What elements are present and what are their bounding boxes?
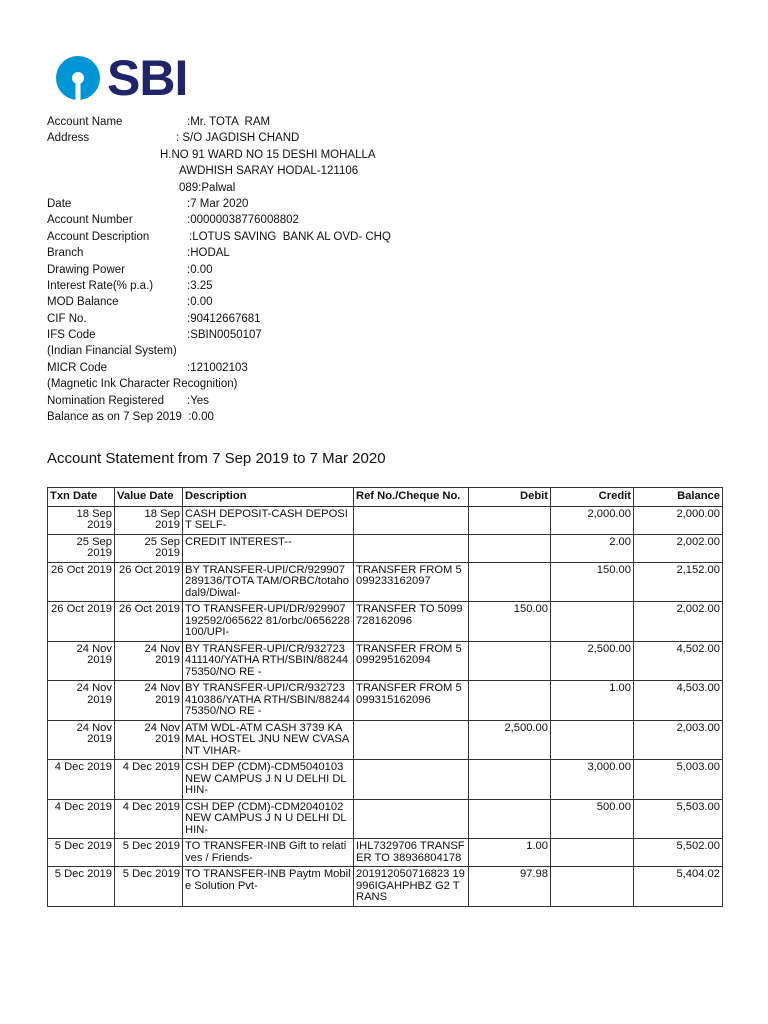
debit-cell: 1.00 [469,839,551,867]
opening-balance-line: Balance as on 7 Sep 2019 :0.00 [47,411,214,424]
balance-cell: 4,503.00 [634,681,723,721]
description-cell: CREDIT INTEREST-- [183,534,354,562]
statement-title: Account Statement from 7 Sep 2019 to 7 Mar 2020 [47,450,386,467]
ref-cell: TRANSFER FROM 5099233162097 [354,562,469,602]
table-row [48,839,723,867]
ifs-note: (Indian Financial System) [47,345,177,358]
table-row [48,506,723,534]
sbi-keyhole-icon [55,55,101,101]
credit-cell: 150.00 [551,562,634,602]
txn-date-cell: 26 Oct 2019 [48,602,115,642]
header-credit: Credit [551,488,634,507]
table-row [48,562,723,602]
ifs-code-label: IFS Code [47,329,96,342]
debit-cell [469,562,551,602]
date-value: :7 Mar 2020 [187,197,249,210]
debit-cell [469,760,551,800]
address-line-2: H.NO 91 WARD NO 15 DESHI MOHALLA [160,148,376,161]
sbi-logo [55,50,188,106]
interest-rate-label: Interest Rate(% p.a.) [47,279,154,292]
balance-cell: 5,503.00 [634,799,723,839]
header-balance: Balance [634,488,723,507]
txn-date-cell: 24 Nov 2019 [48,720,115,760]
balance-cell: 2,152.00 [634,562,723,602]
table-row [48,681,723,721]
value-date-cell: 5 Dec 2019 [115,839,183,867]
interest-rate-value: :3.25 [187,279,213,292]
txn-date-cell: 24 Nov 2019 [48,681,115,721]
balance-cell: 4,502.00 [634,641,723,681]
description-cell: TO TRANSFER-UPI/DR/929907192592/065622 81/orbc/0656228100/UPI- [183,602,354,642]
value-date-cell: 24 Nov 2019 [115,641,183,681]
drawing-power-value: :0.00 [187,263,213,276]
ref-cell [354,534,469,562]
table-row [48,760,723,800]
debit-cell: 97.98 [469,867,551,907]
balance-cell: 5,404.02 [634,867,723,907]
cif-value: :90412667681 [187,312,261,325]
account-description-value: :LOTUS SAVING BANK AL OVD- CHQ [189,230,391,243]
debit-cell: 150.00 [469,602,551,642]
credit-cell [551,720,634,760]
txn-date-cell: 26 Oct 2019 [48,562,115,602]
value-date-cell: 18 Sep 2019 [115,506,183,534]
ref-cell: TRANSFER FROM 5099315162096 [354,681,469,721]
balance-cell: 2,002.00 [634,602,723,642]
date-label: Date [47,197,72,210]
ref-cell [354,799,469,839]
credit-cell [551,839,634,867]
account-number-label: Account Number [47,214,133,227]
transactions-body [48,506,723,906]
credit-cell: 1.00 [551,681,634,721]
balance-cell: 2,002.00 [634,534,723,562]
ref-cell [354,720,469,760]
table-row [48,867,723,907]
description-cell: BY TRANSFER-UPI/CR/932723410386/YATHA RTH/SBIN/8824475350/NO RE - [183,681,354,721]
value-date-cell: 26 Oct 2019 [115,602,183,642]
table-row [48,720,723,760]
value-date-cell: 24 Nov 2019 [115,681,183,721]
description-cell: BY TRANSFER-UPI/CR/932723411140/YATHA RTH/SBIN/8824475350/NO RE - [183,641,354,681]
description-cell: CSH DEP (CDM)-CDM2040102NEW CAMPUS J N U DELHI DLHIN- [183,799,354,839]
header-txn-date: Txn Date [48,488,115,507]
debit-cell: 2,500.00 [469,720,551,760]
header-description: Description [183,488,354,507]
account-name-value: :Mr. TOTA RAM [187,116,271,128]
address-label: Address [47,132,90,145]
mod-balance-value: :0.00 [187,296,213,309]
table-row [48,641,723,681]
balance-cell: 2,000.00 [634,506,723,534]
account-number-value: :00000038776008802 [187,214,299,227]
value-date-cell: 4 Dec 2019 [115,799,183,839]
header-debit: Debit [469,488,551,507]
ref-cell: TRANSFER TO 5099728162096 [354,602,469,642]
credit-cell: 500.00 [551,799,634,839]
description-cell: CASH DEPOSIT-CASH DEPOSIT SELF- [183,506,354,534]
balance-cell: 2,003.00 [634,720,723,760]
debit-cell [469,534,551,562]
table-row [48,799,723,839]
table-row [48,602,723,642]
header-ref-no: Ref No./Cheque No. [354,488,469,507]
value-date-cell: 5 Dec 2019 [115,867,183,907]
value-date-cell: 25 Sep 2019 [115,534,183,562]
ref-cell [354,760,469,800]
ref-cell: IHL7329706 TRANSFER TO 38936804178 [354,839,469,867]
credit-cell: 2.00 [551,534,634,562]
credit-cell [551,602,634,642]
brand-name: SBI [107,50,188,106]
debit-cell [469,799,551,839]
value-date-cell: 4 Dec 2019 [115,760,183,800]
credit-cell: 2,000.00 [551,506,634,534]
cif-label: CIF No. [47,312,87,325]
description-cell: TO TRANSFER-INB Paytm Mobile Solution Pvt- [183,867,354,907]
value-date-cell: 26 Oct 2019 [115,562,183,602]
nomination-label: Nomination Registered [47,394,164,407]
account-description-label: Account Description [47,230,150,243]
txn-date-cell: 24 Nov 2019 [48,641,115,681]
value-date-cell: 24 Nov 2019 [115,720,183,760]
txn-date-cell: 4 Dec 2019 [48,760,115,800]
address-line-4: 089:Palwal [179,181,236,194]
drawing-power-label: Drawing Power [47,263,125,276]
txn-date-cell: 4 Dec 2019 [48,799,115,839]
description-cell: CSH DEP (CDM)-CDM5040103NEW CAMPUS J N U DELHI DLHIN- [183,760,354,800]
debit-cell [469,641,551,681]
credit-cell: 3,000.00 [551,760,634,800]
description-cell: TO TRANSFER-INB Gift to relatives / Friends- [183,839,354,867]
debit-cell [469,681,551,721]
branch-label: Branch [47,247,84,260]
txn-date-cell: 18 Sep 2019 [48,506,115,534]
description-cell: ATM WDL-ATM CASH 3739 KAMAL HOSTEL JNU NEW CVASANT VIHAR- [183,720,354,760]
address-line-3: AWDHISH SARAY HODAL-121106 [179,165,359,178]
micr-code-value: :121002103 [187,361,248,374]
table-row [48,534,723,562]
nomination-value: :Yes [187,394,209,407]
balance-cell: 5,502.00 [634,839,723,867]
credit-cell: 2,500.00 [551,641,634,681]
transactions-table [47,487,723,907]
txn-date-cell: 5 Dec 2019 [48,867,115,907]
credit-cell [551,867,634,907]
txn-date-cell: 5 Dec 2019 [48,839,115,867]
ref-cell: 201912050716823 19996IGAHPHBZ G2 TRANS [354,867,469,907]
debit-cell [469,506,551,534]
table-header-row [48,488,723,507]
micr-code-label: MICR Code [47,361,108,374]
micr-note: (Magnetic Ink Character Recognition) [47,378,238,391]
ref-cell: TRANSFER FROM 5099295162094 [354,641,469,681]
txn-date-cell: 25 Sep 2019 [48,534,115,562]
ref-cell [354,506,469,534]
description-cell: BY TRANSFER-UPI/CR/929907289136/TOTA TAM/ORBC/totahodal9/Diwal- [183,562,354,602]
balance-cell: 5,003.00 [634,760,723,800]
address-line-1: : S/O JAGDISH CHAND [176,132,300,145]
header-value-date: Value Date [115,488,183,507]
branch-value: :HODAL [187,247,230,260]
account-name-label: Account Name [47,116,123,128]
ifs-code-value: :SBIN0050107 [187,329,262,342]
mod-balance-label: MOD Balance [47,296,119,309]
